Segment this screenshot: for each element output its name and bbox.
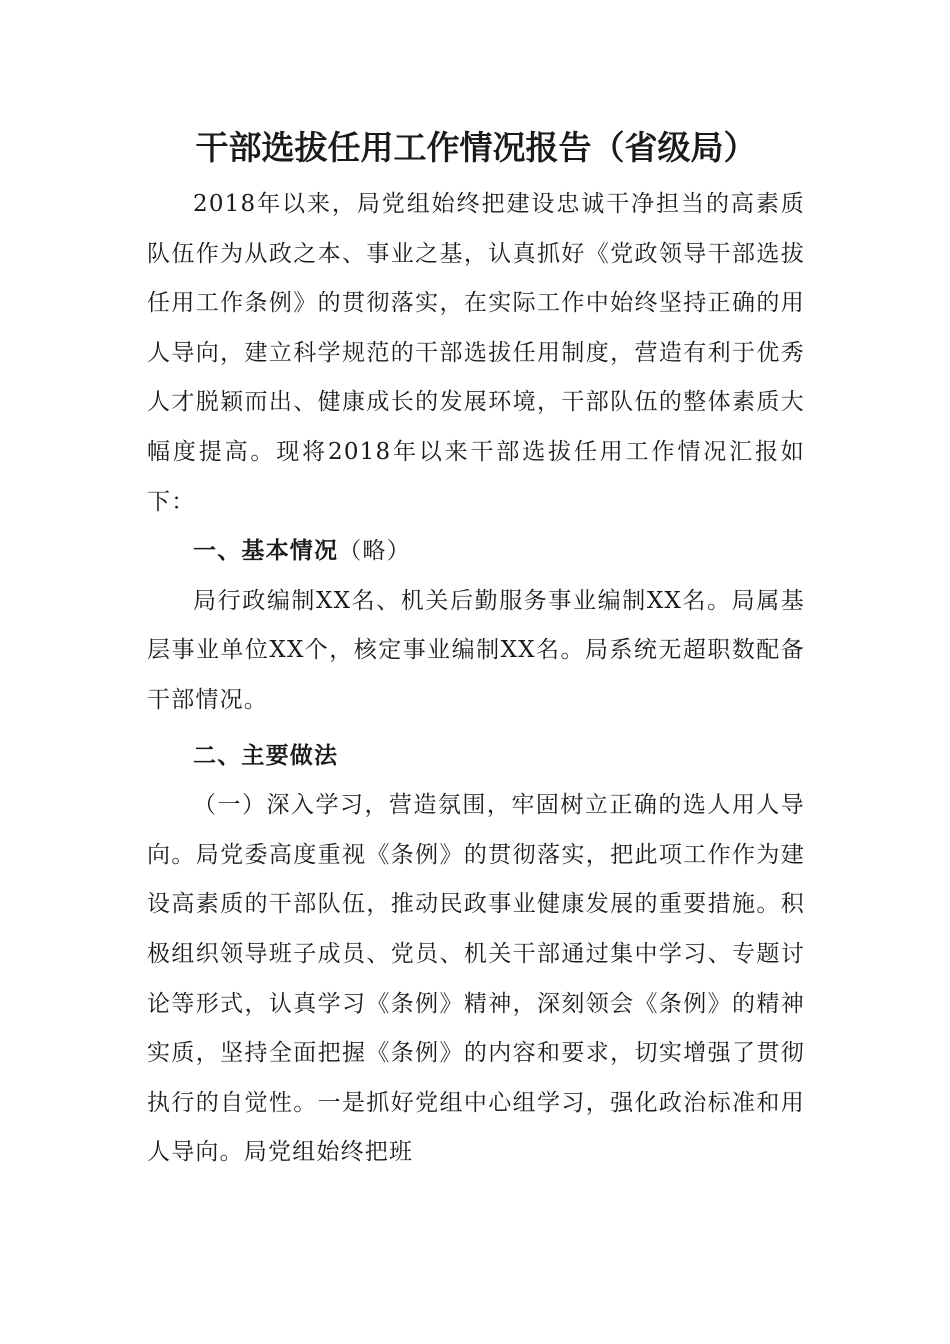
section-1-heading: 一、基本情况 xyxy=(193,538,339,565)
section-1-note: （略） xyxy=(338,538,411,565)
section-1-heading-line xyxy=(147,527,805,577)
intro-paragraph: 2018年以来，局党组始终把建设忠诚干净担当的高素质队伍作为从政之本、事业之基，认真抓好《党政领导干部选拔任用工作条例》的贯彻落实，在实际工作中始终坚持正确的用人导向，建立科学规范的干部选拔任用制度，营造有利于优秀人才脱颖而出、健康成长的发展环境，干部队伍的整体素质大幅度提高。现将2018年以来干部选拔任用工作情况汇报如下： xyxy=(147,191,805,515)
section-2-heading-line xyxy=(147,732,805,782)
section-2-heading: 二、主要做法 xyxy=(193,742,339,769)
section-2-body: （一）深入学习，营造氛围，牢固树立正确的选人用人导向。局党委高度重视《条例》的贯彻落实，把此项工作作为建设高素质的干部队伍，推动民政事业健康发展的重要措施。积极组织领导班子成员、党员、机关干部通过集中学习、专题讨论等形式，认真学习《条例》精神，深刻领会《条例》的精神实质，坚持全面把握《条例》的内容和要求，切实增强了贯彻执行的自觉性。一是抓好党组中心组学习，强化政治标准和用人导向。局党组始终把班 xyxy=(147,792,805,1166)
document-title: 干部选拔任用工作情况报告（省级局） xyxy=(195,128,757,167)
section-1-body: 局行政编制XX名、机关后勤服务事业编制XX名。局属基层事业单位XX个，核定事业编制XX名。局系统无超职数配备干部情况。 xyxy=(147,587,805,713)
document-page xyxy=(147,118,805,1178)
